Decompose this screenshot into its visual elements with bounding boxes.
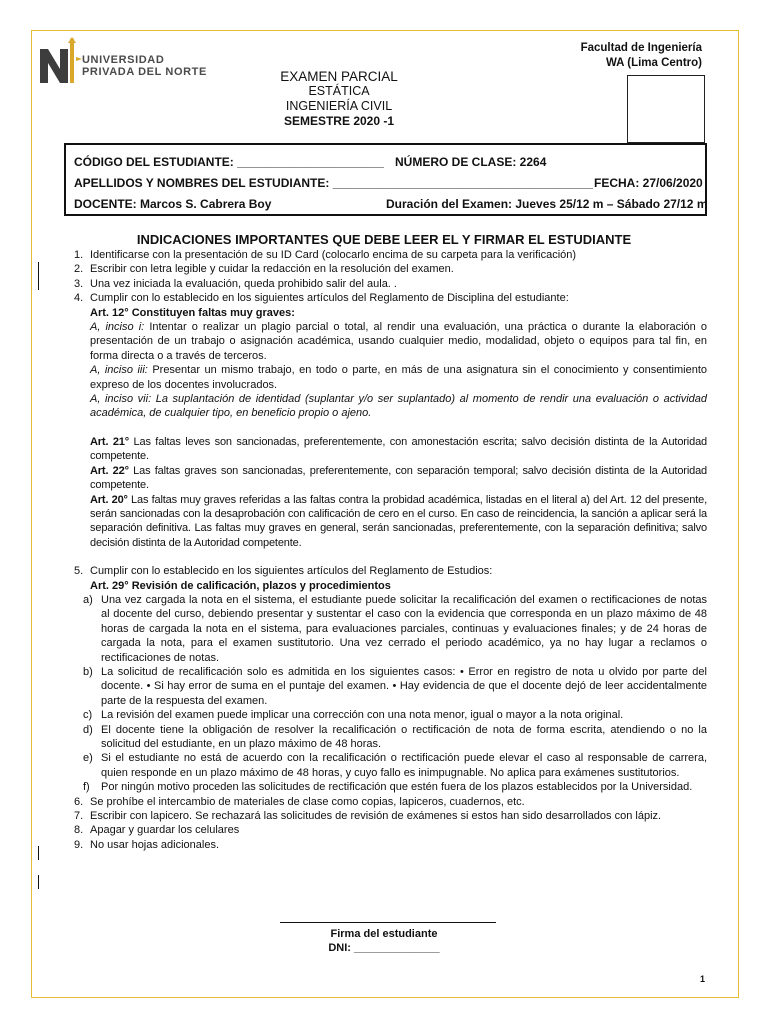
logo-line-2: PRIVADA DEL NORTE [82, 66, 207, 78]
teacher-name: DOCENTE: Marcos S. Cabrera Boy [74, 197, 272, 211]
list-item [74, 564, 707, 578]
signature-line[interactable] [280, 922, 496, 923]
page-number: 1 [700, 974, 706, 984]
article-29-item [83, 723, 707, 752]
article-29-item [83, 665, 707, 708]
item-number: 7. [74, 810, 84, 823]
indications-list [74, 248, 707, 852]
article-29-text: Por ningún motivo proceden las solicitudes de rectificación que estén fuera de los plazos establecidos por la Universidad. [101, 781, 693, 794]
item-text: No usar hojas adicionales. [90, 838, 220, 851]
article-22 [90, 464, 707, 493]
item-letter: e) [83, 752, 93, 765]
item-number: 3. [74, 277, 84, 290]
article-20 [90, 493, 707, 551]
item-number: 4. [74, 292, 84, 305]
item-number: 6. [74, 795, 84, 808]
article-22-label: Art. 22° [90, 464, 129, 477]
list-item [74, 809, 707, 823]
item-text: Una vez iniciada la evaluación, queda prohibido salir del aula. . [90, 277, 397, 290]
dni-field[interactable]: DNI: ______________ [328, 942, 440, 954]
article-29-text: La solicitud de recalificación solo es admitida en los siguientes casos: • Error en registro de nota u olvido por parte del docente. • Si hay error de suma en el puntaje del examen. • Hay evidencia de que el docente dejó de leer accidentalmente parte de la respuesta del examen. [101, 665, 707, 707]
item-number: 5. [74, 565, 84, 578]
item-text: Identificarse con la presentación de su ID Card (colocarlo encima de su carpeta para la verificación) [90, 249, 577, 261]
list-item [74, 262, 707, 276]
logo-text [82, 54, 207, 78]
item-text: Escribir con letra legible y cuidar la redacción en la resolución del examen. [90, 263, 454, 276]
article-22-text: Las faltas graves son sancionadas, preferentemente, con separación temporal; salvo decisión distinta de la Autoridad competente. [90, 464, 708, 492]
list-item [74, 823, 707, 837]
indications-title: INDICACIONES IMPORTANTES QUE DEBE LEER EL Y FIRMAR EL ESTUDIANTE [136, 232, 632, 247]
item-text: Apagar y guardar los celulares [90, 824, 240, 837]
item-letter: a) [83, 593, 93, 606]
article-29-item [83, 593, 707, 665]
item-letter: d) [83, 723, 93, 736]
article-29-text: El docente tiene la obligación de resolver la recalificación o rectificación de nota de forma escrita, atendiendo o no la solicitud del estudiante, en un plazo máximo de 48 horas. [101, 723, 707, 750]
item-number: 2. [74, 263, 84, 276]
article-29-text: La revisión del examen puede implicar una corrección con una nota menor, igual o mayor a la nota original. [101, 709, 624, 722]
exam-course: ESTÁTICA [308, 84, 370, 98]
spacer [74, 550, 707, 564]
article-12-title: Art. 12° Constituyen faltas muy graves: [90, 306, 295, 319]
article-12-a-label: A, inciso i: [90, 321, 145, 334]
list-item [74, 248, 707, 262]
student-info-box [64, 143, 707, 216]
list-item [74, 277, 707, 291]
class-number: NÚMERO DE CLASE: 2264 [395, 155, 547, 169]
list-item [74, 291, 707, 305]
exam-title: EXAMEN PARCIAL [280, 69, 398, 84]
article-20-text: Las faltas muy graves referidas a las faltas contra la probidad académica, listadas en el literal a) del Art. 12 del presente, serán sancionadas con la desaprobación con calificación de cero en el curso. En caso de reincidencia, la sanción a aplicar será la separación definitiva. Las faltas muy graves en general, serán sancionadas, preferentemente, con la separación definitiva; salvo decisión distinta de la Autoridad competente. [90, 493, 708, 549]
list-item [74, 795, 707, 809]
list-item [74, 838, 707, 852]
article-29-item [83, 780, 707, 794]
article-12-paragraph-b [90, 363, 707, 392]
photo-box [627, 75, 705, 143]
item-number: 8. [74, 824, 84, 837]
article-21 [90, 435, 707, 464]
revision-mark [38, 875, 39, 889]
faculty-block [581, 41, 702, 71]
signature-block [0, 927, 768, 955]
revision-mark [38, 262, 39, 290]
article-21-label: Art. 21° [90, 435, 130, 448]
item-letter: c) [83, 709, 93, 722]
article-20-label: Art. 20° [90, 493, 128, 506]
exam-semester: SEMESTRE 2020 -1 [283, 114, 395, 128]
item-text: Cumplir con lo establecido en los siguientes artículos del Reglamento de Disciplina del estudiante: [90, 292, 569, 305]
article-29-item [83, 751, 707, 780]
revision-mark [38, 846, 39, 860]
article-29-item [83, 708, 707, 722]
article-29-title: Art. 29° Revisión de calificación, plazos y procedimientos [90, 579, 391, 592]
item-letter: b) [83, 665, 93, 678]
article-29-text: Una vez cargada la nota en el sistema, el estudiante puede solicitar la recalificación del examen o rectificaciones de notas al docente del curso, debiendo presentar y sustentar el caso con la evidencia que corresponda en un plazo máximo de 48 horas de cargada la nota en el sistema, para evaluaciones parciales, continuas y evaluaciones finales; y de 24 horas de cargada la nota, para el examen sustitutorio. Una vez cerrado el periodo académico, ya no hay lugar a reclamos o rectificaciones de notas. [101, 593, 707, 664]
item-number: 9. [74, 838, 84, 851]
article-21-text: Las faltas leves son sancionadas, preferentemente, con amonestación escrita; salvo decisión distinta de la Autoridad competente. [90, 435, 708, 463]
article-12-b-text: Presentar un mismo trabajo, en todo o parte, en más de una asignatura sin el conocimiento y consentimiento expreso de los docentes involucrados. [90, 364, 707, 391]
item-text: Escribir con lapicero. Se rechazará las solicitudes de revisión de exámenes si estos han sido desarrollados con lápiz. [90, 810, 662, 823]
spacer [74, 421, 707, 435]
article-12-a-text: Intentar o realizar un plagio parcial o total, al rendir una evaluación, una práctica o durante la elaboración o presentación de un trabajo o asignación académica, usando cualquier medio, modalidad, objeto o equipos para tal fin, en forma directa o a través de terceros. [90, 321, 708, 362]
item-letter: f) [83, 781, 90, 794]
exam-duration: Duración del Examen: Jueves 25/12 m – Sábado 27/12 m [386, 197, 708, 211]
student-code-field[interactable]: CÓDIGO DEL ESTUDIANTE: ______________________ [74, 155, 384, 169]
article-12-paragraph-a [90, 320, 707, 363]
exam-date: FECHA: 27/06/2020 [594, 176, 703, 190]
item-text: Se prohíbe el intercambio de materiales de clase como copias, lapiceros, cuadernos, etc. [90, 795, 525, 808]
student-name-field[interactable]: APELLIDOS Y NOMBRES DEL ESTUDIANTE: _______________________________________ [74, 176, 593, 190]
article-29-text: Si el estudiante no está de acuerdo con la recalificación o rectificación puede elevar el caso al responsable de carrera, quien responde en un plazo máximo de 48 horas, y cuyo fallo es inimpugnable. No aplica para exámenes sustitutorios. [101, 752, 707, 779]
campus-name: WA (Lima Centro) [605, 57, 702, 69]
item-number: 1. [74, 249, 84, 261]
faculty-name: Facultad de Ingeniería [580, 42, 702, 54]
exam-header [246, 69, 432, 129]
article-12-paragraph-c: A, inciso vii: La suplantación de identidad (suplantar y/o ser suplantado) al momento de rendir una evaluación o actividad académica, de cualquier tipo, en beneficio propio o ajeno. [90, 393, 707, 420]
signature-label: Firma del estudiante [330, 928, 438, 940]
article-12-b-label: A, inciso iii: [90, 364, 148, 377]
exam-career: INGENIERÍA CIVIL [285, 99, 393, 113]
item-text: Cumplir con lo establecido en los siguientes artículos del Reglamento de Estudios: [90, 565, 493, 578]
logo-line-1: UNIVERSIDAD [82, 54, 165, 66]
